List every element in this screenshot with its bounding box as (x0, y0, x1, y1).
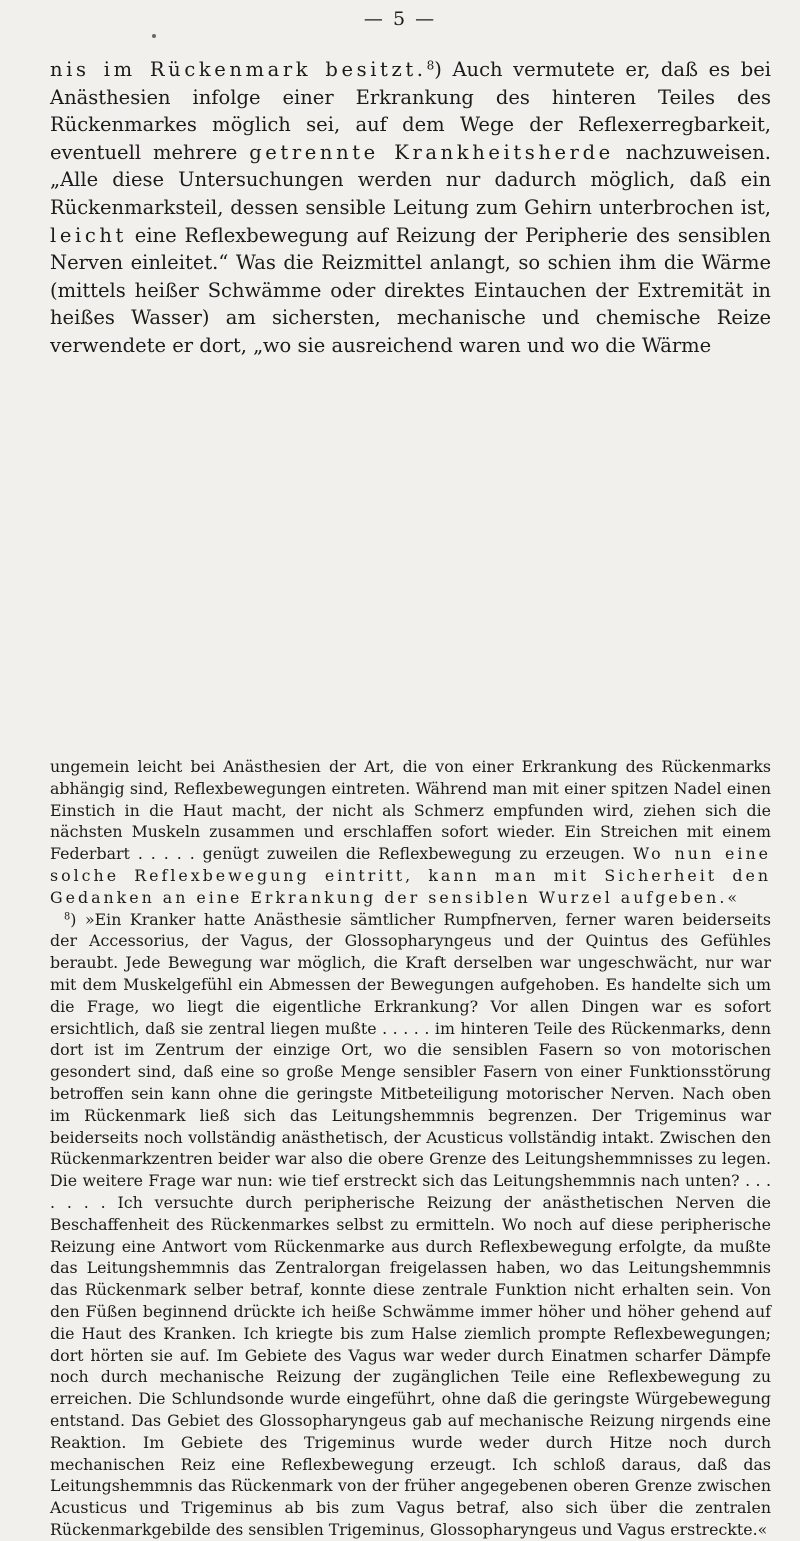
body-text: eine Reflexbewegung auf Reizung der Peripherie des sensiblen Nerven einleitet.“ Was die Reizmittel anlangt, so schien ihm die Wärme (mittels heißer Schwämme oder direktes Eintauchen der Extremität in heißes Wasser) am sichersten, mechanische und chemische Reize verwendete er dort, „wo sie ausreichend waren und wo die Wärme (50, 223, 771, 357)
main-paragraph (50, 56, 771, 360)
footnote-text: ) »Ein Kranker hatte Anästhesie sämtlicher Rumpfnerven, ferner waren beiderseits der Accessorius, der Vagus, der Glossopharyngeus und der Quintus des Gefühles beraubt. Jede Bewegung war möglich, die Kraft derselben war ungeschwächt, nur war mit dem Muskelgefühl ein Abmessen der Bewegungen aufgehoben. Es handelte sich um die Frage, wo liegt die eigentliche Erkrankung? Vor allen Dingen war es sofort ersichtlich, daß sie zentral liegen mußte . . . . . im hinteren Teile des Rückenmarks, denn dort ist im Zentrum der einzige Ort, wo die sensiblen Fasern so von motorischen gesondert sind, daß eine so große Menge sensibler Fasern von einer Funktionsstörung betroffen sein kann ohne die geringste Mitbeteiligung motorischer Nerven. Nach oben im Rückenmark ließ sich das Leitungshemmnis begrenzen. Der Trigeminus war beiderseits noch vollständig anästhetisch, der Acusticus vollständig intakt. Zwischen den Rückenmarkzentren beider war also die obere Grenze des Leitungshemmnisses zu legen. Die weitere Frage war nun: wie tief erstreckt sich das Leitungshemmnis nach unten? . . . . . . . Ich versuchte durch peripherische Reizung der anästhetischen Nerven die Beschaffenheit des Rückenmarkes selbst zu ermitteln. Wo noch auf diese peripherische Reizung eine Antwort vom Rückenmarke aus durch Reflexbewegung erfolgte, da mußte das Leitungshemmnis das Zentralorgan freigelassen haben, wo das Leitungshemmnis das Rückenmark selber betraf, konnte diese zentrale Funktion nicht erhalten sein. Von den Füßen beginnend drückte ich heiße Schwämme immer höher und höher gehend auf die Haut des Kranken. Ich kriegte bis zum Halse ziemlich prompte Reflexbewegungen; dort hörten sie auf. Im Gebiete des Vagus war weder durch Einatmen scharfer Dämpfe noch durch mechanische Reizung der zugänglichen Teile eine Reflexbewegung zu erreichen. Die Schlundsonde wurde eingeführt, ohne daß die geringste Würgebewegung entstand. Das Gebiet des Glossopharyngeus gab auf mechanische Reizung nirgends eine Reaktion. Im Gebiete des Trigeminus wurde weder durch Hitze noch durch mechanischen Reiz eine Reflexbewegung erzeugt. Ich schloß daraus, daß das Leitungshemmnis das Rückenmark von der früher angegebenen oberen Grenze zwischen Acusticus und Trigeminus ab bis zum Vagus betraf, also sich über die zentralen Rückenmarkgebilde des sensiblen Trigeminus, Glossopharyngeus und Vagus erstreckte.« (50, 909, 771, 1539)
footnote-ref-8: 8 (426, 58, 435, 73)
footnote-marker: 8 (64, 911, 71, 923)
footnote-text: ungemein leicht bei Anästhesien der Art, die von einer Erkrankung des Rückenmarks abhängig sind, Reflexbewegungen eintreten. Während man mit einer spitzen Nadel einen Einstich in die Haut macht, der nicht als Schmerz empfunden wird, ziehen sich die nächsten Muskeln zusammen und erschlaffen sofort wieder. Ein Streichen mit einem Federbart . . . . . genügt zuweilen die Reflexbewegung zu erzeugen. (50, 757, 771, 864)
emphasized-text: nis im Rückenmark besitzt. (50, 58, 427, 81)
page-number: — 5 — (363, 8, 437, 30)
emphasized-text: Wo nun eine solche Reflexbewegung eintritt, kann man mit Sicherheit den Gedanken an eine Erkrankung der sensiblen Wurzel aufgeben. (50, 844, 771, 907)
body-text: nachzuweisen. „Alle diese Untersuchungen werden nur dadurch möglich, daß ein Rückenmarksteil, dessen sensible Leitung zum Gehirn unterbrochen ist, (50, 140, 771, 219)
emphasized-text: leicht (50, 223, 127, 247)
body-text: ) Auch vermutete er, daß es bei Anästhesien infolge einer Erkrankung des hinteren Teiles des Rückenmarkes möglich sei, auf dem Wege der Reflexerregbarkeit, eventuell mehrere (50, 58, 771, 164)
footnote-continuation (50, 756, 771, 909)
main-text (50, 56, 771, 360)
stray-mark (152, 34, 156, 38)
footnote-8 (50, 909, 771, 1541)
emphasized-text: getrennte Krankheitsherde (249, 140, 614, 164)
footnote-text: « (727, 887, 738, 907)
footnotes (50, 756, 771, 1541)
